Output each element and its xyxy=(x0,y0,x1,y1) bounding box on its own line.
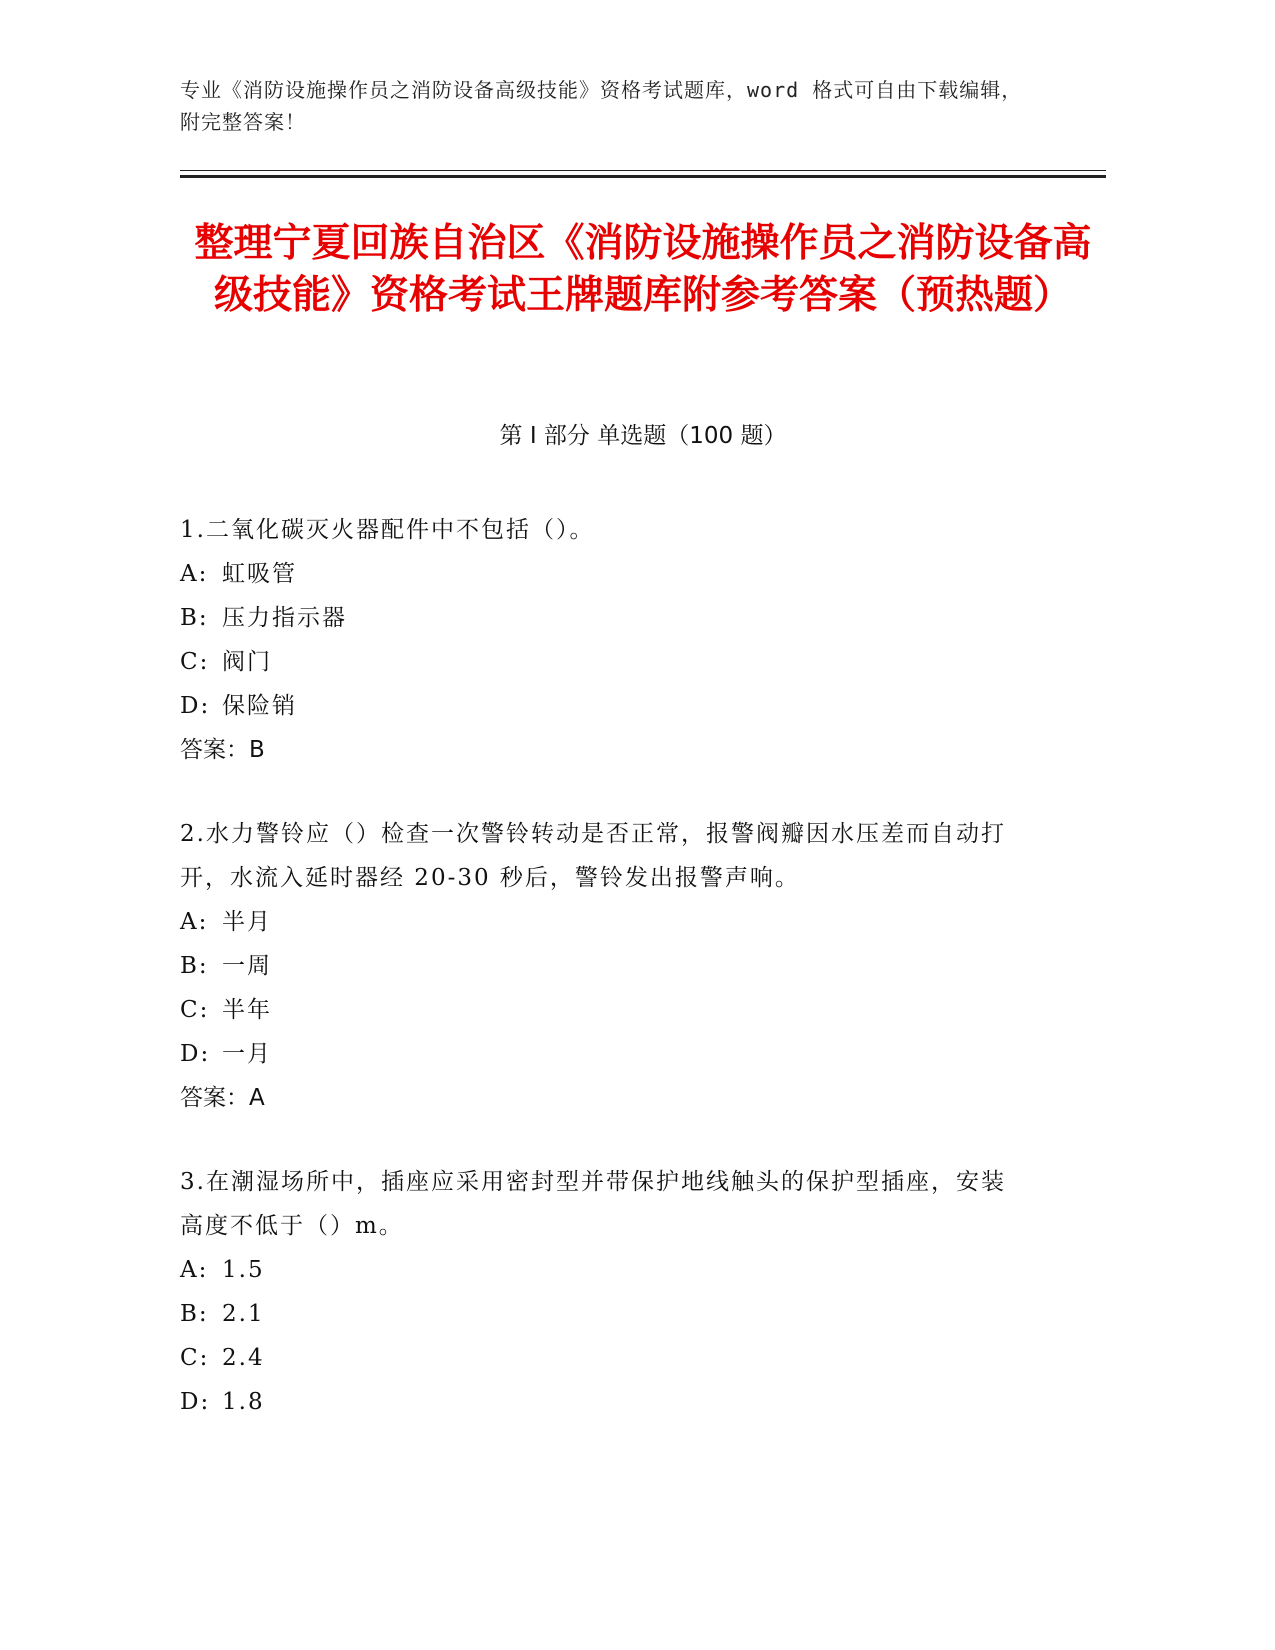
header-note: 专业《消防设施操作员之消防设备高级技能》资格考试题库，word 格式可自由下载编辑，附完整答案！ xyxy=(180,78,1023,134)
question-stem: 2.水力警铃应（）检查一次警铃转动是否正常，报警阀瓣因水压差而自动打开，水流入延时器经 20-30 秒后，警铃发出报警声响。 xyxy=(180,821,1006,891)
document-title: 整理宁夏回族自治区《消防设施操作员之消防设备高级技能》资格考试王牌题库附参考答案（预热题） xyxy=(194,221,1092,318)
section-title: 第 I 部分 单选题（100 题） xyxy=(499,423,787,449)
option-d xyxy=(180,684,1020,728)
option-text: 保险销 xyxy=(222,693,297,719)
option-text: 虹吸管 xyxy=(222,561,297,587)
option-letter: D: xyxy=(180,1389,211,1415)
option-a xyxy=(180,552,1020,596)
question-3 xyxy=(180,1160,1020,1424)
option-text: 半月 xyxy=(222,909,272,935)
option-text: 1.5 xyxy=(222,1257,265,1283)
option-text: 1.8 xyxy=(222,1389,265,1415)
option-letter: C: xyxy=(180,649,210,675)
question-2 xyxy=(180,812,1020,1120)
option-c xyxy=(180,1336,1020,1380)
option-b xyxy=(180,596,1020,640)
option-letter: A: xyxy=(180,561,209,587)
question-stem: 3.在潮湿场所中，插座应采用密封型并带保护地线触头的保护型插座，安装高度不低于（）m。 xyxy=(180,1169,1006,1239)
option-letter: C: xyxy=(180,1345,210,1371)
option-c xyxy=(180,988,1020,1032)
header-divider-thick xyxy=(180,175,1106,178)
option-b xyxy=(180,1292,1020,1336)
option-text: 一月 xyxy=(222,1041,272,1067)
header-divider-thin xyxy=(180,170,1106,171)
option-text: 2.4 xyxy=(222,1345,265,1371)
option-letter: D: xyxy=(180,693,211,719)
answer-line: 答案：B xyxy=(180,737,265,763)
option-b xyxy=(180,944,1020,988)
option-letter: A: xyxy=(180,1257,209,1283)
option-letter: B: xyxy=(180,1301,209,1327)
option-letter: B: xyxy=(180,605,209,631)
option-letter: B: xyxy=(180,953,209,979)
option-letter: D: xyxy=(180,1041,211,1067)
option-letter: A: xyxy=(180,909,209,935)
option-d xyxy=(180,1380,1020,1424)
option-a xyxy=(180,900,1020,944)
question-1 xyxy=(180,508,1020,772)
question-stem: 1.二氧化碳灭火器配件中不包括（）。 xyxy=(180,517,595,543)
answer-line: 答案：A xyxy=(180,1085,265,1111)
option-c xyxy=(180,640,1020,684)
option-text: 半年 xyxy=(222,997,272,1023)
option-text: 阀门 xyxy=(222,649,272,675)
option-text: 压力指示器 xyxy=(222,605,347,631)
option-a xyxy=(180,1248,1020,1292)
option-letter: C: xyxy=(180,997,210,1023)
option-d xyxy=(180,1032,1020,1076)
option-text: 2.1 xyxy=(222,1301,265,1327)
option-text: 一周 xyxy=(222,953,272,979)
